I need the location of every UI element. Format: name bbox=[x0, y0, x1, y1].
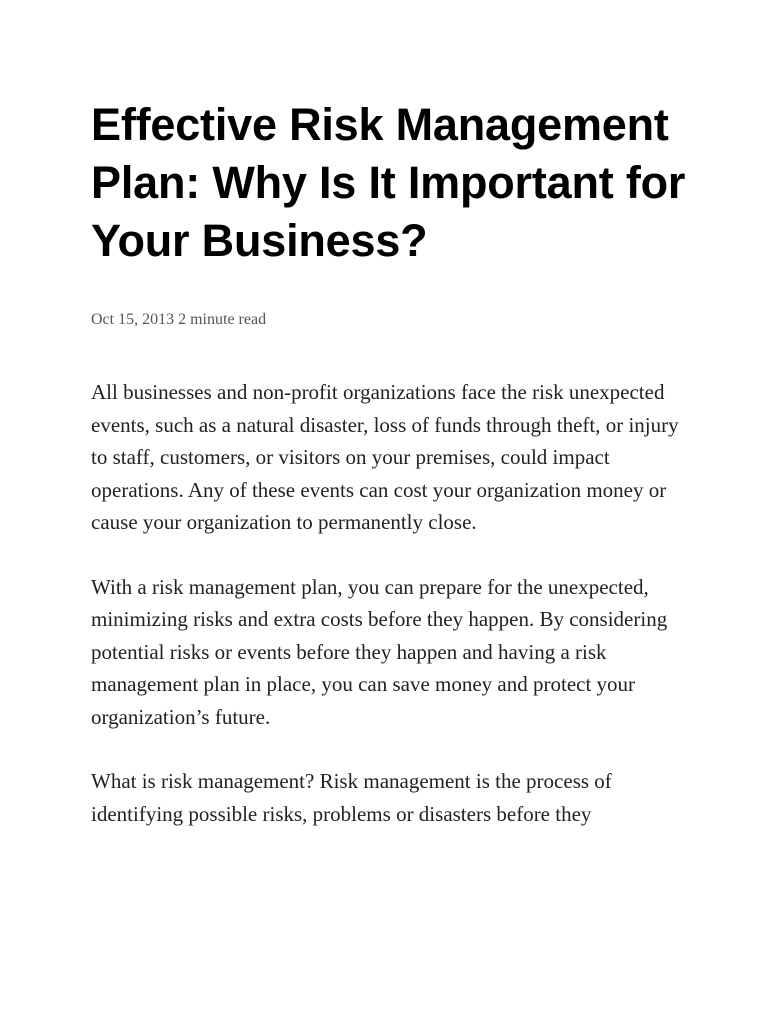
publish-date: Oct 15, 2013 bbox=[91, 311, 175, 328]
paragraph-plan-benefits: With a risk management plan, you can prepare for the unexpected, minimizing risks and extra costs before they happen. By considering potential risks or events before they happen and having a risk management plan in place, you can save money and protect your organization’s future. bbox=[91, 574, 668, 729]
paragraph-definition: What is risk management? Risk management is the process of identifying possible risks, problems or disasters before they bbox=[91, 769, 612, 826]
paragraph-intro: All businesses and non-profit organizations face the risk unexpected events, such as a natural disaster, loss of funds through theft, or injury to staff, customers, or visitors on your premises, could impact operations. Any of these events can cost your organization money or cause your organization to permanently close. bbox=[91, 380, 679, 534]
article bbox=[91, 96, 691, 862]
article-meta bbox=[91, 310, 691, 330]
article-body bbox=[91, 376, 691, 830]
read-time: 2 minute read bbox=[178, 311, 267, 328]
article-title: Effective Risk Management Plan: Why Is It Important for Your Business? bbox=[91, 99, 686, 266]
